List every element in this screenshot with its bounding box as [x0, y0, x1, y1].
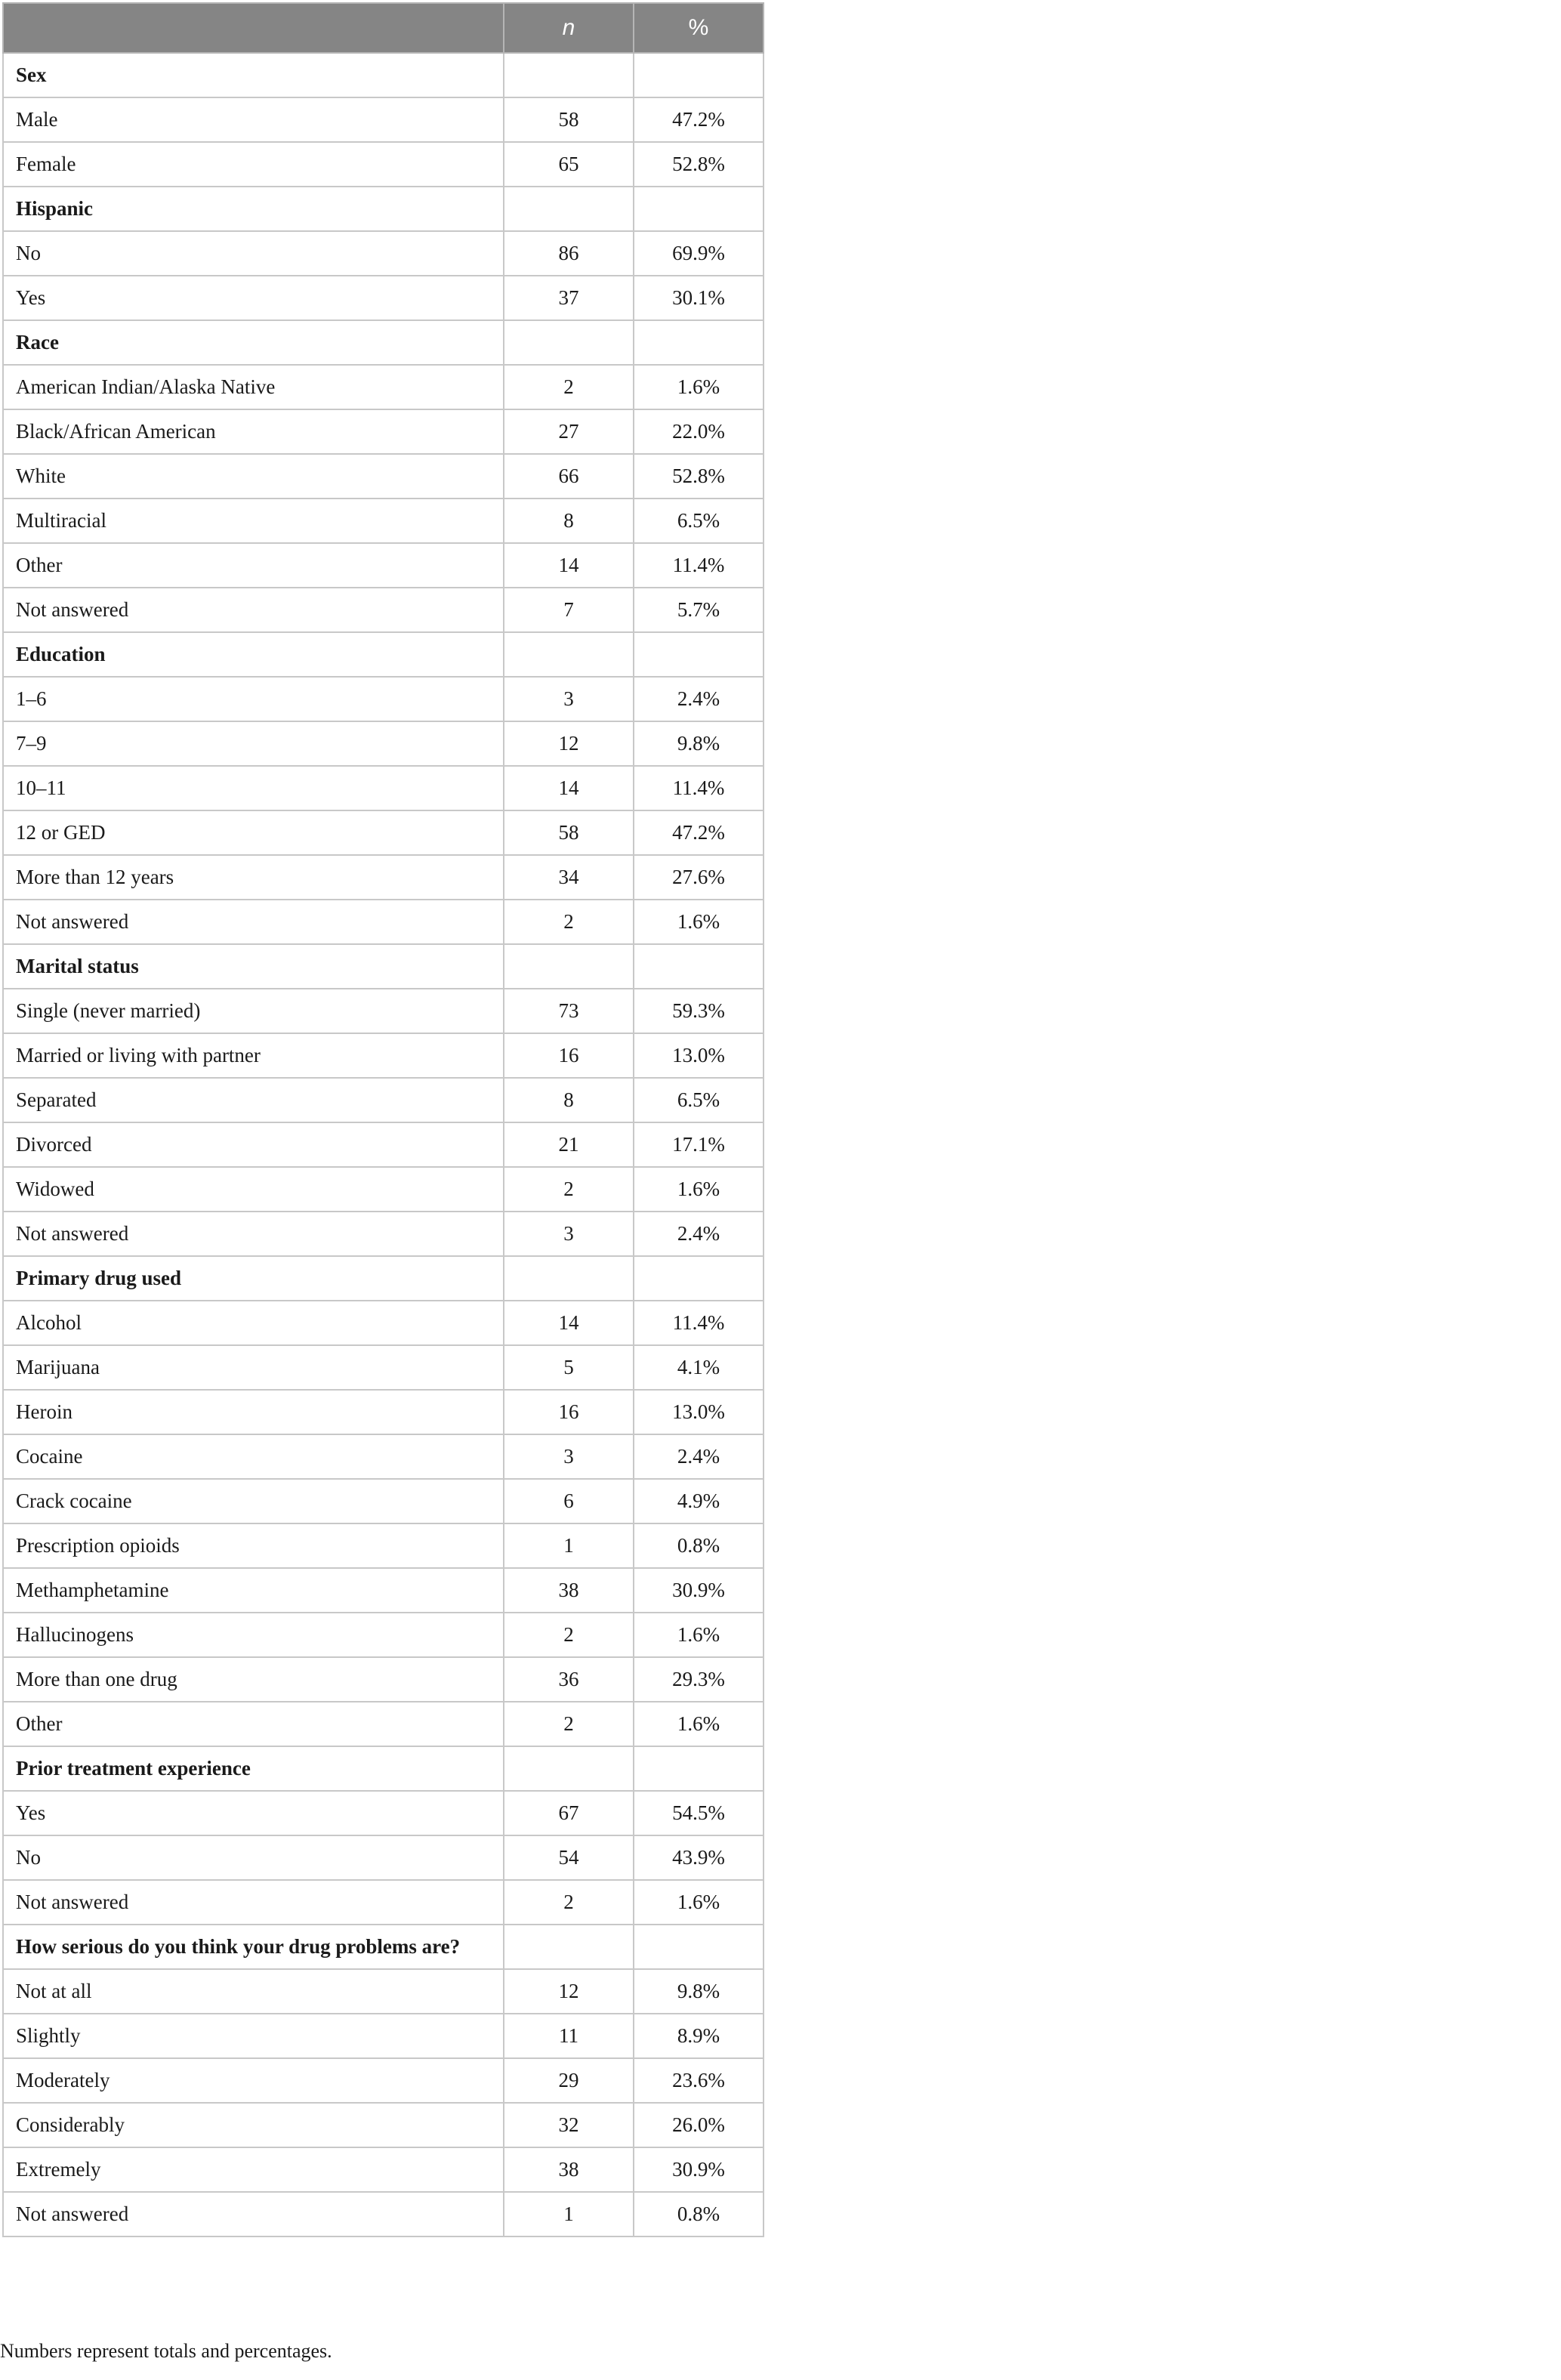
row-percent-cell: 5.7%: [634, 588, 764, 632]
row-n-cell: 67: [504, 1791, 634, 1835]
table-row: [3, 142, 764, 187]
row-percent-cell: [634, 187, 764, 231]
table-row: [3, 1835, 764, 1880]
header-label-cell: [3, 3, 504, 53]
table-row: [3, 97, 764, 142]
row-label-cell: Alcohol: [3, 1301, 504, 1345]
row-percent-cell: 1.6%: [634, 1702, 764, 1746]
row-percent-cell: 1.6%: [634, 1880, 764, 1925]
table-row: [3, 365, 764, 409]
table-row: [3, 1122, 764, 1167]
row-label-cell: 12 or GED: [3, 810, 504, 855]
row-label-cell: Hispanic: [3, 187, 504, 231]
row-n-cell: 1: [504, 1523, 634, 1568]
row-n-cell: 2: [504, 900, 634, 944]
row-percent-cell: [634, 632, 764, 677]
row-n-cell: 65: [504, 142, 634, 187]
table-row: [3, 543, 764, 588]
row-n-cell: 2: [504, 1167, 634, 1212]
table-row: [3, 409, 764, 454]
row-label-cell: More than one drug: [3, 1657, 504, 1702]
row-n-cell: 14: [504, 543, 634, 588]
row-label-cell: White: [3, 454, 504, 499]
row-label-cell: 10–11: [3, 766, 504, 810]
row-percent-cell: 52.8%: [634, 142, 764, 187]
row-n-cell: 58: [504, 97, 634, 142]
row-label-cell: Black/African American: [3, 409, 504, 454]
section-header-row: [3, 1746, 764, 1791]
row-percent-cell: 6.5%: [634, 499, 764, 543]
row-label-cell: Yes: [3, 1791, 504, 1835]
row-percent-cell: 4.9%: [634, 1479, 764, 1523]
row-percent-cell: 2.4%: [634, 1212, 764, 1256]
row-n-cell: 3: [504, 1212, 634, 1256]
row-n-cell: 12: [504, 1969, 634, 2014]
table-row: [3, 1345, 764, 1390]
row-label-cell: Male: [3, 97, 504, 142]
row-percent-cell: [634, 944, 764, 989]
section-header-row: [3, 320, 764, 365]
table-row: [3, 2014, 764, 2058]
row-label-cell: Female: [3, 142, 504, 187]
row-n-cell: [504, 1256, 634, 1301]
row-label-cell: 1–6: [3, 677, 504, 721]
table-row: [3, 2058, 764, 2103]
row-percent-cell: 2.4%: [634, 677, 764, 721]
table-row: [3, 1702, 764, 1746]
row-label-cell: Primary drug used: [3, 1256, 504, 1301]
row-n-cell: 21: [504, 1122, 634, 1167]
table-row: [3, 1301, 764, 1345]
row-label-cell: Separated: [3, 1078, 504, 1122]
table-row: [3, 454, 764, 499]
header-n-cell: n: [504, 3, 634, 53]
row-percent-cell: 11.4%: [634, 766, 764, 810]
row-n-cell: 2: [504, 365, 634, 409]
row-label-cell: Sex: [3, 53, 504, 97]
row-n-cell: 34: [504, 855, 634, 900]
row-percent-cell: 4.1%: [634, 1345, 764, 1390]
table-row: [3, 855, 764, 900]
row-label-cell: Divorced: [3, 1122, 504, 1167]
row-n-cell: 14: [504, 1301, 634, 1345]
row-n-cell: 58: [504, 810, 634, 855]
row-percent-cell: [634, 1925, 764, 1969]
row-label-cell: Not answered: [3, 1880, 504, 1925]
row-label-cell: No: [3, 231, 504, 276]
row-percent-cell: 30.9%: [634, 1568, 764, 1613]
row-n-cell: 54: [504, 1835, 634, 1880]
row-label-cell: Multiracial: [3, 499, 504, 543]
row-percent-cell: [634, 320, 764, 365]
row-label-cell: No: [3, 1835, 504, 1880]
row-percent-cell: 26.0%: [634, 2103, 764, 2147]
row-percent-cell: 9.8%: [634, 721, 764, 766]
table-row: [3, 1791, 764, 1835]
row-percent-cell: 43.9%: [634, 1835, 764, 1880]
table-row: [3, 677, 764, 721]
row-label-cell: 7–9: [3, 721, 504, 766]
row-percent-cell: 54.5%: [634, 1791, 764, 1835]
row-label-cell: Cocaine: [3, 1434, 504, 1479]
row-n-cell: [504, 632, 634, 677]
row-n-cell: 5: [504, 1345, 634, 1390]
table-row: [3, 721, 764, 766]
table-row: [3, 499, 764, 543]
row-label-cell: Hallucinogens: [3, 1613, 504, 1657]
row-label-cell: Widowed: [3, 1167, 504, 1212]
table-row: [3, 2147, 764, 2192]
row-n-cell: 3: [504, 1434, 634, 1479]
row-n-cell: 66: [504, 454, 634, 499]
row-n-cell: 36: [504, 1657, 634, 1702]
row-n-cell: 73: [504, 989, 634, 1033]
row-n-cell: 2: [504, 1613, 634, 1657]
demographics-table: [2, 2, 764, 2237]
row-n-cell: 14: [504, 766, 634, 810]
row-label-cell: Marijuana: [3, 1345, 504, 1390]
row-percent-cell: 69.9%: [634, 231, 764, 276]
row-percent-cell: 22.0%: [634, 409, 764, 454]
table-row: [3, 810, 764, 855]
table-row: [3, 1568, 764, 1613]
table-row: [3, 1434, 764, 1479]
table-row: [3, 1212, 764, 1256]
row-label-cell: Not answered: [3, 588, 504, 632]
row-n-cell: [504, 187, 634, 231]
table-row: [3, 1479, 764, 1523]
row-n-cell: [504, 1925, 634, 1969]
row-label-cell: Single (never married): [3, 989, 504, 1033]
row-n-cell: 6: [504, 1479, 634, 1523]
row-n-cell: 38: [504, 1568, 634, 1613]
row-n-cell: [504, 53, 634, 97]
row-percent-cell: 1.6%: [634, 1167, 764, 1212]
table-row: [3, 989, 764, 1033]
row-label-cell: Extremely: [3, 2147, 504, 2192]
row-n-cell: 3: [504, 677, 634, 721]
row-label-cell: Not answered: [3, 1212, 504, 1256]
row-label-cell: Other: [3, 543, 504, 588]
table-row: [3, 1167, 764, 1212]
table-header: [3, 3, 764, 53]
row-label-cell: American Indian/Alaska Native: [3, 365, 504, 409]
table-row: [3, 1613, 764, 1657]
row-percent-cell: 47.2%: [634, 97, 764, 142]
row-label-cell: Crack cocaine: [3, 1479, 504, 1523]
row-percent-cell: 11.4%: [634, 543, 764, 588]
row-percent-cell: 0.8%: [634, 2192, 764, 2236]
row-n-cell: 86: [504, 231, 634, 276]
row-percent-cell: 9.8%: [634, 1969, 764, 2014]
row-percent-cell: [634, 53, 764, 97]
row-label-cell: Other: [3, 1702, 504, 1746]
table-row: [3, 2192, 764, 2236]
row-label-cell: Education: [3, 632, 504, 677]
table-footnote: Numbers represent totals and percentages.: [0, 2340, 332, 2362]
table-row: [3, 1523, 764, 1568]
section-header-row: [3, 187, 764, 231]
row-label-cell: Yes: [3, 276, 504, 320]
table-row: [3, 588, 764, 632]
row-percent-cell: 1.6%: [634, 900, 764, 944]
row-n-cell: [504, 1746, 634, 1791]
row-n-cell: 8: [504, 499, 634, 543]
table-row: [3, 276, 764, 320]
header-percent-cell: %: [634, 3, 764, 53]
row-percent-cell: 47.2%: [634, 810, 764, 855]
table-row: [3, 1390, 764, 1434]
row-label-cell: Prior treatment experience: [3, 1746, 504, 1791]
row-n-cell: 11: [504, 2014, 634, 2058]
table-row: [3, 1657, 764, 1702]
section-header-row: [3, 1925, 764, 1969]
row-percent-cell: 59.3%: [634, 989, 764, 1033]
row-label-cell: Methamphetamine: [3, 1568, 504, 1613]
table-row: [3, 766, 764, 810]
section-header-row: [3, 1256, 764, 1301]
row-label-cell: Considerably: [3, 2103, 504, 2147]
row-percent-cell: 29.3%: [634, 1657, 764, 1702]
row-percent-cell: 8.9%: [634, 2014, 764, 2058]
row-n-cell: 2: [504, 1702, 634, 1746]
row-n-cell: 8: [504, 1078, 634, 1122]
row-n-cell: [504, 944, 634, 989]
row-percent-cell: 23.6%: [634, 2058, 764, 2103]
row-n-cell: 16: [504, 1390, 634, 1434]
row-n-cell: 16: [504, 1033, 634, 1078]
table-row: [3, 1078, 764, 1122]
table-row: [3, 231, 764, 276]
row-percent-cell: [634, 1746, 764, 1791]
section-header-row: [3, 53, 764, 97]
row-n-cell: 38: [504, 2147, 634, 2192]
row-percent-cell: 13.0%: [634, 1390, 764, 1434]
row-label-cell: Marital status: [3, 944, 504, 989]
row-label-cell: Not answered: [3, 2192, 504, 2236]
row-n-cell: 12: [504, 721, 634, 766]
row-percent-cell: 13.0%: [634, 1033, 764, 1078]
row-n-cell: 1: [504, 2192, 634, 2236]
row-label-cell: Prescription opioids: [3, 1523, 504, 1568]
row-n-cell: [504, 320, 634, 365]
row-label-cell: Heroin: [3, 1390, 504, 1434]
row-n-cell: 7: [504, 588, 634, 632]
table-body: [3, 53, 764, 2236]
row-percent-cell: [634, 1256, 764, 1301]
header-row: [3, 3, 764, 53]
table-row: [3, 2103, 764, 2147]
row-n-cell: 29: [504, 2058, 634, 2103]
row-percent-cell: 1.6%: [634, 365, 764, 409]
row-percent-cell: 11.4%: [634, 1301, 764, 1345]
row-percent-cell: 6.5%: [634, 1078, 764, 1122]
row-percent-cell: 2.4%: [634, 1434, 764, 1479]
row-label-cell: Moderately: [3, 2058, 504, 2103]
row-percent-cell: 0.8%: [634, 1523, 764, 1568]
section-header-row: [3, 632, 764, 677]
row-label-cell: More than 12 years: [3, 855, 504, 900]
table-row: [3, 1880, 764, 1925]
row-n-cell: 2: [504, 1880, 634, 1925]
row-label-cell: How serious do you think your drug problems are?: [3, 1925, 504, 1969]
row-percent-cell: 30.1%: [634, 276, 764, 320]
table-row: [3, 1969, 764, 2014]
row-percent-cell: 30.9%: [634, 2147, 764, 2192]
row-percent-cell: 52.8%: [634, 454, 764, 499]
row-percent-cell: 1.6%: [634, 1613, 764, 1657]
row-label-cell: Race: [3, 320, 504, 365]
row-label-cell: Not at all: [3, 1969, 504, 2014]
row-label-cell: Married or living with partner: [3, 1033, 504, 1078]
row-label-cell: Slightly: [3, 2014, 504, 2058]
table-row: [3, 900, 764, 944]
row-label-cell: Not answered: [3, 900, 504, 944]
demographics-table-container: [2, 2, 764, 2237]
section-header-row: [3, 944, 764, 989]
row-n-cell: 37: [504, 276, 634, 320]
row-percent-cell: 17.1%: [634, 1122, 764, 1167]
row-percent-cell: 27.6%: [634, 855, 764, 900]
row-n-cell: 32: [504, 2103, 634, 2147]
row-n-cell: 27: [504, 409, 634, 454]
table-row: [3, 1033, 764, 1078]
